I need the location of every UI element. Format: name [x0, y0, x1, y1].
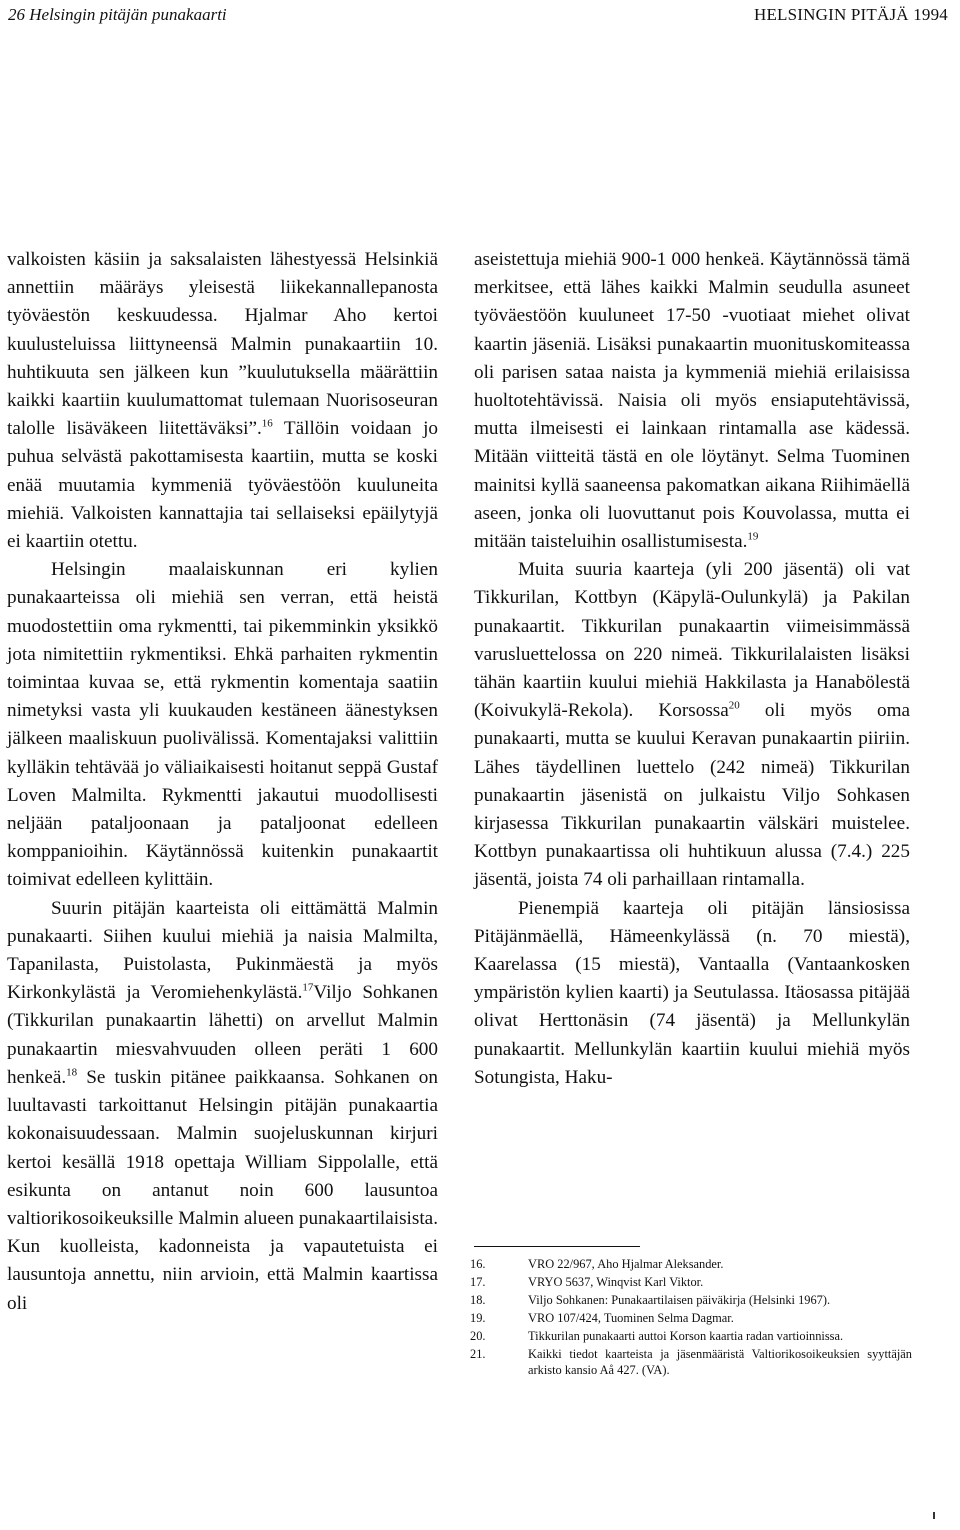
footnote-number: 16.	[470, 1257, 486, 1271]
paragraph	[474, 895, 910, 1092]
paragraph-text: oli myös oma punakaarti, mutta se kuului Keravan punakaartin piiriin. Lähes täydellinen luettelo (242 nimeä) Tikkurilan punakaartin jäsenistä on julkaistu Viljo Sohkasen kirjasessa Tikkurilan punakaartin välskäri muistelee. Kottbyn punakaartissa oli huhtikuun alussa (7.4.) 225 jäsentä, joista 74 oli parhaillaan rintamalla.	[474, 700, 911, 891]
paragraph-text: aseistettuja miehiä 900-1 000 henkeä. Käytännössä tämä merkitsee, että lähes kaikki Malmin seudulla asuneet työväestöön kuuluneet 17-50 -vuotiaat miehet olivat kaartin jäseniä. Lisäksi punakaartin muonituskomiteassa oli parisen sataa naista ja kymmeniä miehiä erilaisissa huoltotehtävissä. Naisia oli myös ensiaputehtävissä, mutta ilmeisesti ei lainkaan rintamalla ase kädessä. Mitään viitteitä tästä en ole löytänyt. Selma Tuominen mainitsi kyllä saaneensa pakomatkan aikana Riihimäellä aseen, jonka oli luovuttanut pois Kouvolassa, mutta ei mitään taisteluihin osallistumisesta.	[474, 249, 910, 553]
margin-mark	[933, 1512, 935, 1519]
paragraph-text: Se tuskin pitänee paikkaansa. Sohkanen on luultavasti tarkoittanut Helsingin pitäjän punakaartia kokonaisuudessaan. Malmin suojeluskunnan kirjuri kertoi kesällä 1918 opettaja William Sippolalle, että esikunta on antanut noin 600 lausuntoa valtiorikosoikeuksille Malmin alueen punakaartilaisista. Kun kuolleista, kadonneista ja vapautetuista ei lausuntoja annettu, niin arvioin, että Malmin kaartissa oli	[7, 1066, 438, 1314]
footnotes	[470, 1256, 912, 1380]
footnote	[470, 1256, 912, 1272]
paragraph-text: valkoisten käsiin ja saksalaisten lähestyessä Helsinkiä annettiin määräys yleisestä liikekannallepanosta työväestön keskuudessa. Hjalmar Aho kertoi kuulusteluissa liittyneensä Malmin punakaartiin 10. huhtikuuta sen jälkeen kun ”kuulutuksella määrättiin kaikki kaartiin kuulumattomat tulemaan Nuorisoseuran talolle lisäväkeen liitettäväksi”.	[7, 249, 438, 440]
footnote-ref: 19	[747, 530, 759, 543]
footnote-text: Kaikki tiedot kaarteista ja jäsenmääristä Valtiorikosoikeuksien syyttäjän arkisto kansio Aå 427. (VA).	[528, 1347, 912, 1377]
footnote	[470, 1274, 912, 1290]
footnote-number: 20.	[470, 1329, 486, 1343]
footnote-ref: 20	[728, 699, 740, 712]
paragraph	[7, 895, 438, 1318]
footnote-ref: 16	[261, 417, 273, 430]
paragraph	[7, 556, 438, 894]
running-head-right: HELSINGIN PITÄJÄ 1994	[753, 5, 948, 24]
footnote-text: VRYO 5637, Winqvist Karl Viktor.	[528, 1275, 704, 1289]
paragraph-text: Suurin pitäjän kaarteista oli eittämättä Malmin punakaarti. Siihen kuului miehiä ja naisia Malmilta, Tapanilasta, Puistolasta, Pukinmäestä ja myös Kirkonkylästä ja Veromiehenkylästä.	[7, 897, 438, 1004]
body-column-right	[474, 246, 910, 1092]
footnote	[470, 1328, 912, 1344]
footnote-text: VRO 107/424, Tuominen Selma Dagmar.	[528, 1311, 734, 1325]
footnote-number: 17.	[470, 1275, 486, 1289]
paragraph-text: Viljo Sohkanen (Tikkurilan punakaartin lähetti) on arvellut Malmin punakaartin miesvahvuuden olleen peräti 1 600 henkeä.	[7, 982, 438, 1088]
footnote	[470, 1310, 912, 1326]
footnote	[470, 1346, 912, 1378]
running-head	[8, 0, 948, 30]
paragraph-text: Pienempiä kaarteja oli pitäjän länsiosissa Pitäjänmäellä, Hämeenkylässä (n. 70 miestä), Kaarelassa (15 miestä), Vantaalla (Vantaankosken ympäristön kylien kaarti) ja Seutulassa. Itäosassa pitäjää olivat Herttonäsin (74 jäsentä) ja Mellunkylän punakaartit. Mellunkylän kaartiin kuului miehiä myös Sotungista, Haku-	[474, 897, 910, 1088]
footnote-number: 19.	[470, 1311, 486, 1325]
running-head-left: 26 Helsingin pitäjän punakaarti	[8, 5, 227, 24]
paragraph	[474, 556, 910, 894]
footnote-number: 21.	[470, 1347, 486, 1361]
footnote-number: 18.	[470, 1293, 486, 1307]
paragraph-text: Muita suuria kaarteja (yli 200 jäsentä) oli vat Tikkurilan, Kottbyn (Käpylä-Oulunkylä) ja Pakilan punakaartit. Tikkurilan punakaartin viimeisimmässä varusluettelossa on 220 nimeä. Tikkurilalaisten lisäksi tähän kaartiin kuului miehiä Hakkilasta ja Hanabölestä (Koivukylä-Rekola). Korsossa	[474, 559, 910, 722]
footnote-rule	[474, 1246, 640, 1247]
paragraph	[7, 246, 438, 556]
footnote-text: VRO 22/967, Aho Hjalmar Aleksander.	[528, 1257, 724, 1271]
footnote	[470, 1292, 912, 1308]
footnote-text: Tikkurilan punakaarti auttoi Korson kaartia radan vartioinnissa.	[528, 1329, 844, 1343]
body-column-left	[7, 246, 438, 1318]
footnote-ref: 18	[66, 1066, 78, 1079]
footnote-text: Viljo Sohkanen: Punakaartilaisen päiväkirja (Helsinki 1967).	[528, 1293, 831, 1307]
paragraph-text: Tällöin voidaan jo puhua selvästä pakottamisesta kaartiin, mutta se koski enää muutamia kymmeniä työväestöön kuuluneita miehiä. Valkoisten kannattajia tai sellaiseksi epäilytyjä ei kaartiin otettu.	[7, 418, 438, 553]
paragraph	[474, 246, 910, 556]
paragraph-text: Helsingin maalaiskunnan eri kylien punakaarteissa oli miehiä sen verran, että heistä muodostettiin oma rykmentti, tai pikemminkin yksikkö jota nimitettiin rykmentiksi. Ehkä parhaiten rykmentin toimintaa kuvaa se, että rykmentin komentaja saatiin nimetyksi vasta yli kuukauden kestäneen äänestyksen jälkeen maaliskuun puolivälissä. Komentajaksi valittiin kylläkin tehtävää jo väliaikaisesti hoitanut seppä Gustaf Loven Malmilta. Rykmentti jakautui muodollisesti neljään pataljoonaan ja pataljoonat edelleen komppanioihin. Käytännössä kuitenkin punakaartit toimivat edelleen kylittäin.	[7, 559, 438, 891]
footnote-ref: 17	[302, 981, 314, 994]
